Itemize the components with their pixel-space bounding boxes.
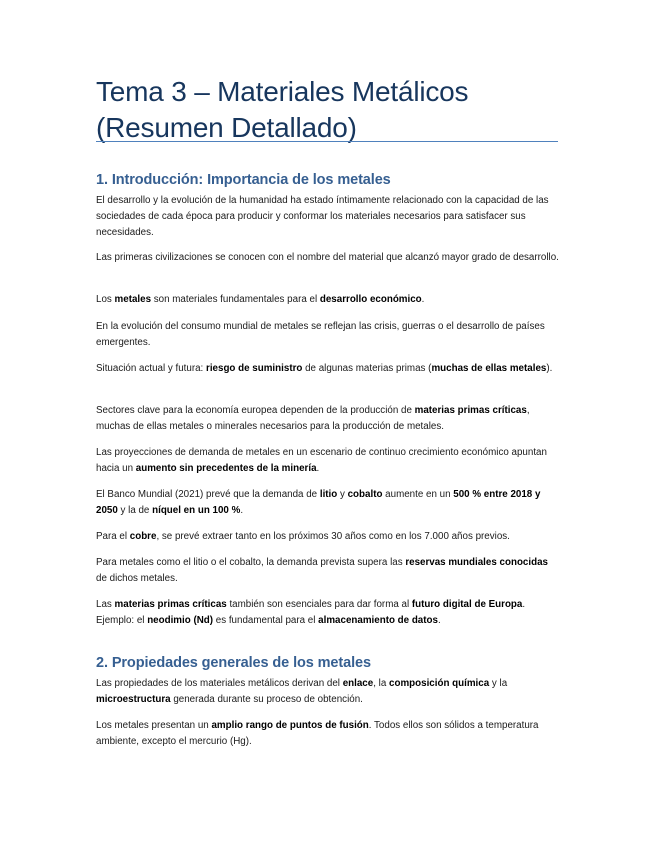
text-run: Los metales presentan un	[96, 720, 212, 731]
text-run: y la de	[117, 504, 153, 516]
text-run: Las primeras civilizaciones se conocen con el nombre del material que alcanzó mayor grado de desarrollo.	[96, 252, 559, 263]
bold-text: enlace	[342, 678, 374, 689]
bold-text: reservas mundiales conocidas	[405, 557, 548, 568]
text-run: , muchas de ellas metales o minerales necesarios para la producción de metales.	[96, 405, 530, 432]
text-run: Situación actual y futura:	[96, 363, 207, 374]
text-run: .	[421, 294, 425, 305]
text-run: y	[337, 489, 348, 500]
paragraph	[96, 718, 560, 750]
text-run: En la evolución del consumo mundial de metales se reflejan las crisis, guerras o el desarrollo de países emergentes.	[96, 321, 545, 348]
bold-text: 500 % entre 2018 y 2050	[96, 489, 541, 516]
bold-text: neodimio (Nd)	[147, 614, 214, 626]
section-heading-propiedades: 2. Propiedades generales de los metales	[96, 655, 371, 671]
paragraph	[96, 319, 560, 351]
text-run: Las propiedades de los materiales metálicos derivan del	[96, 678, 343, 689]
bold-text: materias primas críticas	[414, 405, 527, 416]
text-run: , se prevé extraer tanto en los próximos 30 años como en los 7.000 años previos.	[156, 531, 510, 542]
text-run: . Todos ellos son sólidos a temperatura ambiente, excepto el mercurio (Hg).	[96, 720, 539, 747]
text-run: son materiales fundamentales para el	[151, 294, 320, 305]
text-run: . Ejemplo: el	[96, 599, 526, 626]
text-run: y la	[489, 678, 508, 689]
bold-text: futuro digital de Europa	[411, 599, 523, 610]
bold-text: muchas de ellas metales	[431, 363, 547, 374]
text-run: .	[437, 614, 441, 626]
paragraph	[96, 487, 560, 519]
bold-text: almacenamiento de datos	[318, 614, 438, 626]
text-run: ).	[546, 363, 553, 374]
bold-text: cobre	[129, 531, 157, 542]
text-run: Las	[96, 599, 115, 610]
bold-text: amplio rango de puntos de fusión	[211, 720, 369, 731]
text-run: también son esenciales para dar forma al	[226, 599, 412, 610]
text-run: Para el	[96, 531, 130, 542]
title-line-2: (Resumen Detallado)	[96, 112, 357, 143]
paragraph	[96, 361, 560, 377]
paragraph	[96, 676, 560, 708]
text-run: .	[240, 504, 244, 516]
paragraph	[96, 529, 560, 545]
paragraph	[96, 445, 560, 477]
bold-text: desarrollo económico	[319, 294, 422, 305]
bold-text: aumento sin precedentes de la minería	[135, 462, 317, 474]
text-run: Para metales como el litio o el cobalto, la demanda prevista supera las	[96, 557, 406, 568]
title-line-1: Tema 3 – Materiales Metálicos	[96, 76, 469, 107]
text-run: de algunas materias primas (	[302, 363, 432, 374]
title-underline	[96, 141, 558, 142]
bold-text: cobalto	[347, 489, 383, 500]
bold-text: composición química	[389, 678, 490, 689]
paragraph	[96, 597, 560, 629]
paragraph	[96, 250, 560, 266]
text-run: , la	[373, 678, 390, 689]
bold-text: microestructura	[96, 693, 171, 705]
text-run: aumente en un	[382, 489, 454, 500]
text-run: de dichos metales.	[96, 572, 178, 584]
bold-text: níquel en un 100 %	[152, 504, 241, 516]
bold-text: materias primas críticas	[114, 599, 227, 610]
paragraph	[96, 403, 560, 435]
bold-text: riesgo de suministro	[206, 363, 303, 374]
bold-text: litio	[319, 489, 338, 500]
bold-text: metales	[114, 294, 152, 305]
text-run: es fundamental para el	[213, 614, 319, 626]
document-title	[96, 74, 566, 146]
paragraph	[96, 555, 560, 587]
paragraph	[96, 193, 560, 240]
section-heading-introduccion: 1. Introducción: Importancia de los metales	[96, 172, 391, 188]
text-run: Las proyecciones de demanda de metales en un escenario de continuo crecimiento económico apuntan hacia un	[96, 447, 547, 474]
text-run: .	[316, 462, 320, 474]
text-run: Sectores clave para la economía europea dependen de la producción de	[96, 405, 415, 416]
text-run: generada durante su proceso de obtención.	[170, 693, 363, 705]
text-run: Los	[96, 294, 115, 305]
paragraph	[96, 292, 560, 308]
text-run: El Banco Mundial (2021) prevé que la demanda de	[96, 489, 320, 500]
text-run: El desarrollo y la evolución de la humanidad ha estado íntimamente relacionado con la capacidad de las sociedades de cada época para producir y conformar los materiales necesarios para satisfacer sus necesidades.	[96, 195, 549, 238]
